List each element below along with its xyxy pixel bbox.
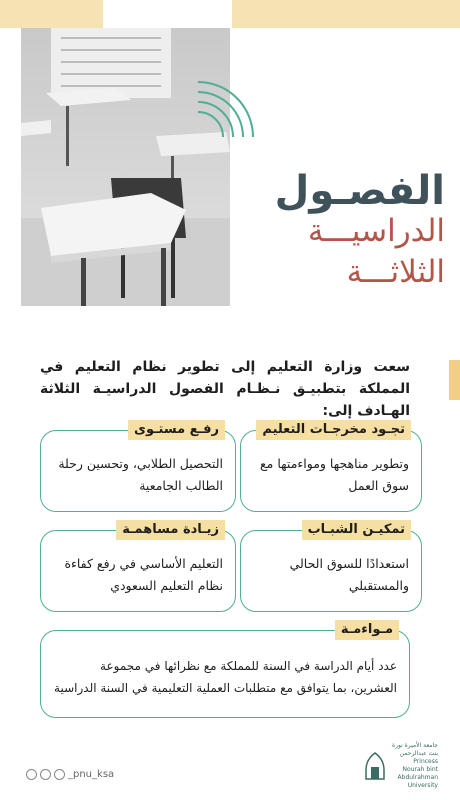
- youtube-icon: [54, 769, 65, 780]
- card-alignment: [40, 622, 410, 718]
- university-logo: [364, 742, 438, 790]
- handle-text: _pnu_ksa: [68, 769, 115, 780]
- card-heading: تمكيـن الشبـاب: [302, 520, 411, 540]
- intro-paragraph: سعت وزارة التعليم إلى تطوير نظام التعليم في المملكة بتطبيـق نـظـام الفصول الدراسيـة الثلاثة الهـادف إلى:: [40, 359, 410, 419]
- title-line-3: الثلاثـــة: [346, 254, 445, 290]
- card-heading: زيـادة مساهمـة: [116, 520, 225, 540]
- card-empower-youth: [240, 522, 422, 612]
- logo-text: جامعة الأميرة نورة بنت عبدالرحمن Princess Nourah bint Abdulrahman University: [391, 742, 438, 789]
- side-accent-bar: [449, 360, 460, 400]
- top-right-accent-bar: [232, 0, 460, 28]
- twitter-icon: [26, 769, 37, 780]
- card-heading: تجـود مخرجـات التعليم: [256, 420, 411, 440]
- social-handle[interactable]: [26, 769, 114, 780]
- top-left-accent-bar: [0, 0, 103, 28]
- title-line-1: الفصـول: [274, 168, 445, 214]
- university-emblem-icon: [364, 752, 386, 780]
- card-body: استعدادًا للسوق الحالي والمستقبلي: [289, 556, 409, 593]
- card-body: عدد أيام الدراسة في السنة للمملكة مع نظرائها في مجموعة العشرين، بما يتوافق مع متطلبات العملية التعليمية في السنة الدراسية: [54, 659, 397, 695]
- card-improve-outputs: [240, 422, 422, 512]
- card-heading: مـواءمـة: [335, 620, 399, 640]
- card-body: التعليم الأساسي في رفع كفاءة نظام التعليم السعودي: [64, 556, 223, 593]
- decorative-arcs-graphic: [196, 70, 266, 160]
- title-line-2: الدراسيـــة: [307, 213, 445, 249]
- card-heading: رفـع مستـوى: [128, 420, 225, 440]
- card-raise-level: [40, 422, 236, 512]
- card-body: التحصيل الطلابي، وتحسين رحلة الطالب الجامعية: [58, 456, 223, 493]
- card-body: وتطوير مناهجها ومواءمتها مع سوق العمل: [260, 456, 409, 493]
- card-increase-contribution: [40, 522, 236, 612]
- instagram-icon: [40, 769, 51, 780]
